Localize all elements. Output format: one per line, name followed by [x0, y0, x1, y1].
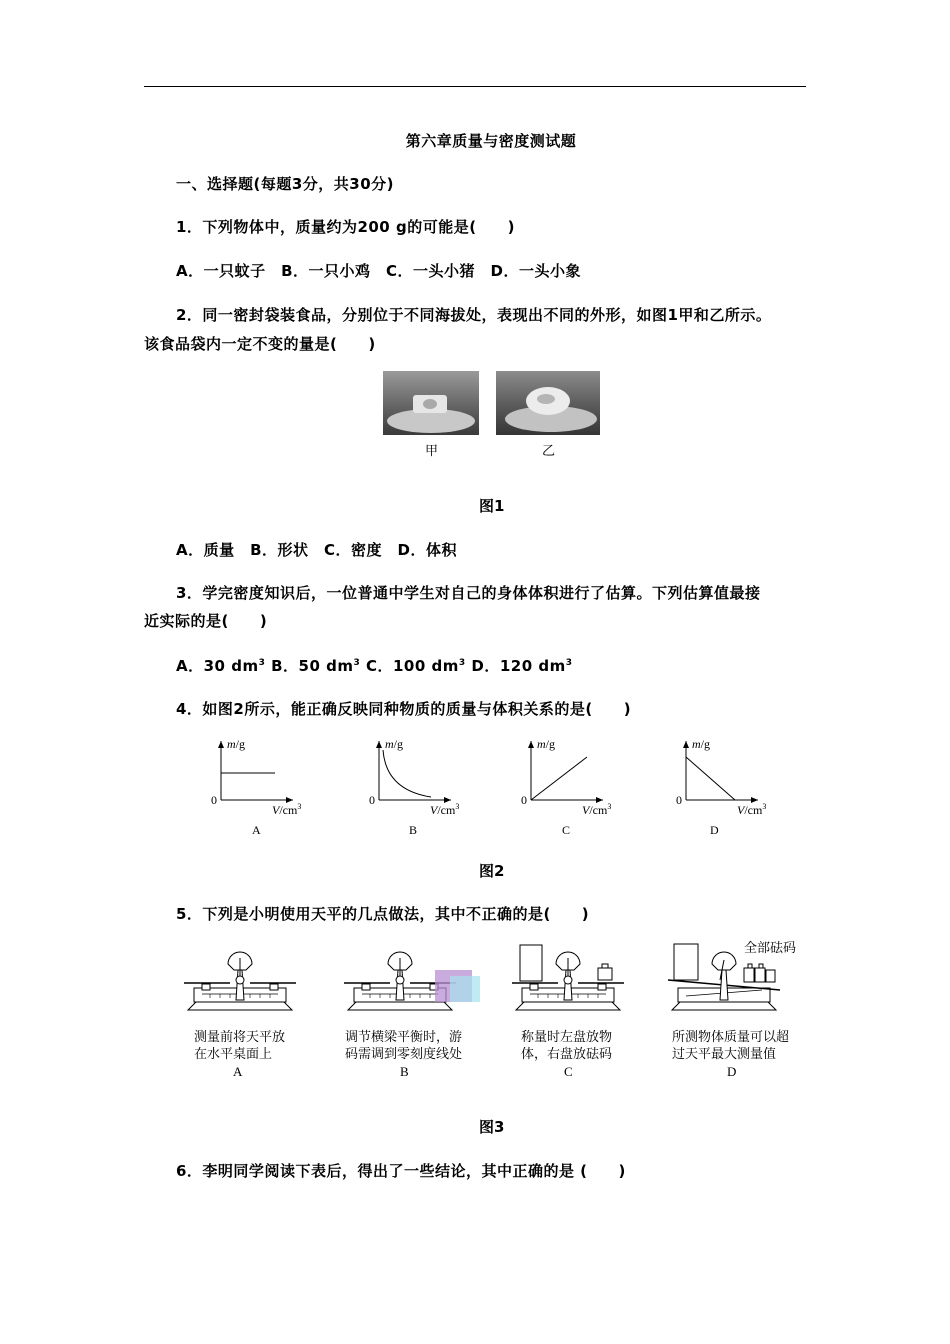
- graph-x-label-var: V: [272, 803, 280, 817]
- graph-b-curve: [383, 750, 431, 797]
- figure3-caption: 图3: [479, 1118, 505, 1136]
- q6-stem: 6．李明同学阅读下表后，得出了一些结论，其中正确的是 ( ): [176, 1162, 626, 1180]
- graph-y-label-unit: /g: [235, 737, 246, 751]
- graph-origin: 0: [211, 793, 217, 807]
- graph-x-label-var: V: [737, 803, 745, 817]
- graph-y-label-unit: /g: [545, 737, 556, 751]
- graph-y-label-unit: /g: [393, 737, 404, 751]
- svg-text:m/g: [692, 737, 710, 751]
- sup: 3: [458, 658, 466, 668]
- q5-stem: 5．下列是小明使用天平的几点做法，其中不正确的是( ): [176, 905, 590, 923]
- object-box: [520, 945, 542, 981]
- photo-yi: [496, 371, 600, 435]
- graph-x-label-var: V: [430, 803, 438, 817]
- section-heading: 一、选择题(每题3分，共30分): [176, 175, 395, 193]
- photo-jia: [383, 371, 479, 435]
- graph-c-line: [531, 757, 587, 800]
- caption-d-line1: 所测物体质量可以超: [672, 1030, 790, 1045]
- graph-x-label-sup: 3: [607, 802, 612, 811]
- q3-option-d: D．120 dm: [471, 657, 566, 675]
- graph-letter: C: [562, 823, 571, 837]
- graph-y-label-var: m: [227, 737, 236, 751]
- caption-d-line2: 过天平最大测量值: [672, 1047, 777, 1062]
- graph-origin: 0: [369, 793, 375, 807]
- caption-c-line2: 体，右盘放砝码: [521, 1047, 613, 1062]
- caption-b-letter: B: [400, 1064, 409, 1079]
- svg-text:V/cm3: [272, 802, 301, 817]
- graph-letter: D: [710, 823, 719, 837]
- graph-x-label-sup: 3: [455, 802, 460, 811]
- caption-a-line1: 测量前将天平放: [194, 1030, 286, 1045]
- q3-options: [176, 655, 573, 676]
- graph-d: [676, 737, 766, 837]
- graph-letter: A: [252, 823, 261, 837]
- graph-origin: 0: [521, 793, 527, 807]
- q3-option-b: B．50 dm: [271, 657, 354, 675]
- graph-y-label-var: m: [692, 737, 701, 751]
- q1-options: A．一只蚊子 B．一只小鸡 C．一头小猪 D．一头小象: [176, 262, 582, 280]
- caption-c-letter: C: [564, 1064, 573, 1079]
- svg-text:m/g: [227, 737, 245, 751]
- graph-x-label-unit: /cm: [279, 803, 298, 817]
- q2-options: A．质量 B．形状 C．密度 D．体积: [176, 541, 458, 559]
- q5-balances: [180, 940, 810, 1020]
- graph-x-label-var: V: [582, 803, 590, 817]
- q4-graphs: [190, 735, 790, 840]
- svg-text:V/cm3: [430, 802, 459, 817]
- q3-stem-line2: 近实际的是( ): [144, 612, 268, 630]
- page-title: 第六章质量与密度测试题: [405, 132, 577, 150]
- graph-y-label-unit: /g: [700, 737, 711, 751]
- graph-origin: 0: [676, 793, 682, 807]
- caption-c-line1: 称量时左盘放物: [521, 1030, 613, 1045]
- graph-a: [211, 737, 301, 837]
- q3-option-a: A．30 dm: [176, 657, 259, 675]
- q2-stem-line1: 2．同一密封袋装食品，分别位于不同海拔处，表现出不同的外形，如图1甲和乙所示。: [176, 306, 772, 324]
- caption-d-letter: D: [727, 1064, 737, 1079]
- graph-c: [521, 737, 611, 837]
- graph-d-line: [686, 757, 735, 800]
- graph-letter: B: [409, 823, 418, 837]
- weights-label: 全部砝码: [744, 941, 797, 956]
- graph-y-label-var: m: [385, 737, 394, 751]
- q3-stem-line1: 3．学完密度知识后，一位普通中学生对自己的身体体积进行了估算。下列估算值最接: [176, 584, 761, 602]
- header-rule: [144, 86, 806, 87]
- figure1-caption: 图1: [479, 497, 505, 515]
- photo-label-jia: 甲: [425, 444, 439, 459]
- caption-b-line2: 码需调到零刻度线处: [345, 1047, 463, 1062]
- svg-text:V/cm3: [737, 802, 766, 817]
- sup: 3: [565, 658, 573, 668]
- graph-b: [369, 737, 459, 837]
- caption-b-line1: 调节横梁平衡时，游: [345, 1030, 463, 1045]
- caption-a-letter: A: [233, 1064, 243, 1079]
- graph-x-label-sup: 3: [297, 802, 302, 811]
- graph-x-label-sup: 3: [762, 802, 767, 811]
- q4-stem: 4．如图2所示，能正确反映同种物质的质量与体积关系的是( ): [176, 700, 632, 718]
- svg-text:m/g: [385, 737, 403, 751]
- q2-stem-line2: 该食品袋内一定不变的量是( ): [144, 335, 376, 353]
- q3-option-c: C．100 dm: [365, 657, 459, 675]
- graph-x-label-unit: /cm: [437, 803, 456, 817]
- weight: [598, 968, 612, 980]
- caption-a-line2: 在水平桌面上: [194, 1047, 273, 1062]
- photo-label-yi: 乙: [542, 444, 556, 459]
- sup: 3: [353, 658, 361, 668]
- graph-x-label-unit: /cm: [589, 803, 608, 817]
- svg-text:m/g: [537, 737, 555, 751]
- graph-x-label-unit: /cm: [744, 803, 763, 817]
- q1-stem: 1．下列物体中，质量约为200 g的可能是( ): [176, 218, 515, 236]
- graph-y-label-var: m: [537, 737, 546, 751]
- figure2-caption: 图2: [479, 862, 505, 880]
- svg-text:V/cm3: [582, 802, 611, 817]
- balance-a: [184, 952, 296, 1010]
- sup: 3: [258, 658, 266, 668]
